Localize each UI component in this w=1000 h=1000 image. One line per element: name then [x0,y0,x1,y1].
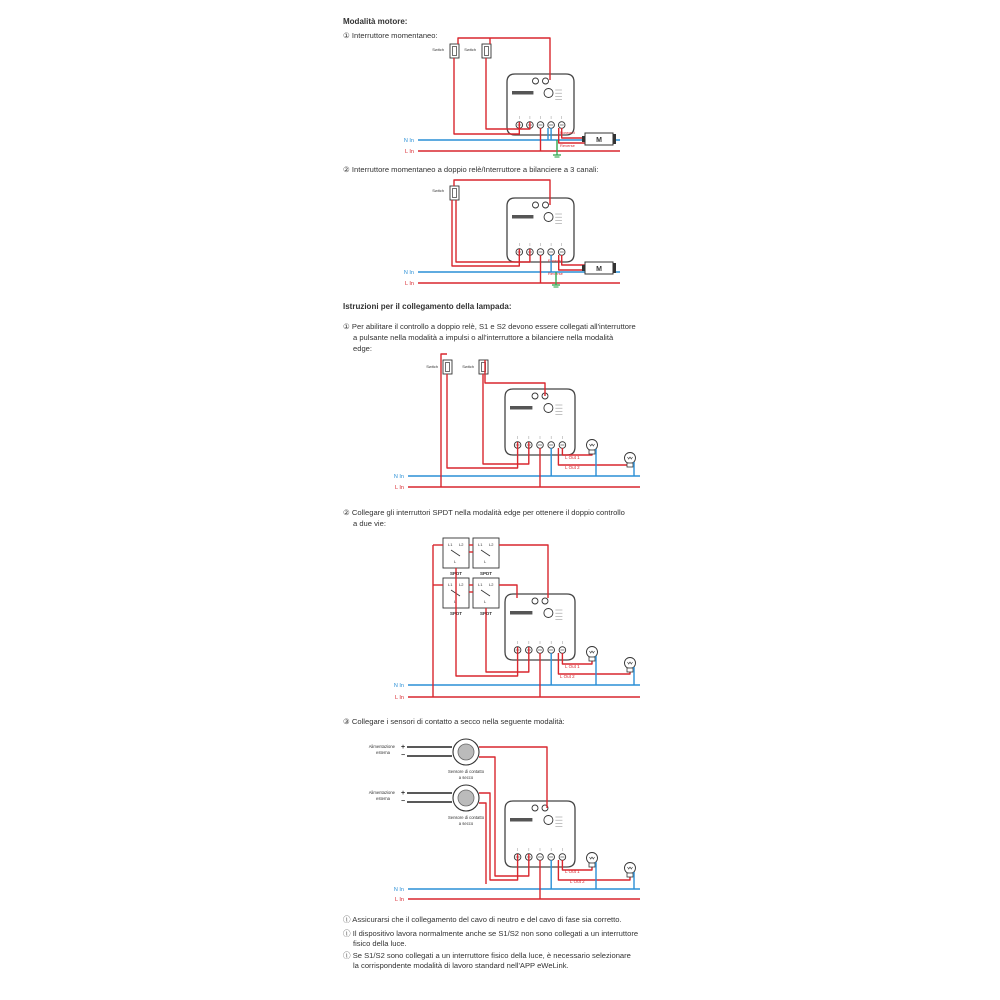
info-icon: ⓘ [343,929,353,938]
pair-button-icon [544,213,553,222]
bulb-base [589,863,595,867]
motor-item-1-title: ① Interruttore momentaneo: [343,31,438,40]
spdt-l1-label: L1 [448,542,453,547]
info-icon: ⓘ [343,915,353,924]
note-2-text: Il dispositivo lavora normalmente anche se S1/S2 non sono collegati a un interruttore [352,929,639,938]
bulb-base [589,657,595,661]
switch-label: Switch [432,188,444,193]
brand-logo [510,406,532,410]
brand-logo [510,611,532,615]
brand-logo [510,818,532,822]
ext-power-label: Alimentazione [368,744,395,749]
bulb-base [589,450,595,454]
lamp-heading: Istruzioni per il collegamento della lampada: [343,302,512,311]
bulb-glass [625,453,636,464]
lamp-item-3-title: ③ Collegare i sensori di contatto a secco nella seguente modalità: [343,717,565,726]
motor-label: M [596,266,602,273]
smart-switch-module [507,74,574,135]
sensor-label: Sensore di contatto [447,815,485,820]
switch-rocker [485,47,489,56]
n-in-label: N In [403,270,414,276]
lamp-item-1-line-2: a pulsante nella modalità a impulsi o all'interruttore a bilanciere nella modalità [353,333,614,342]
smart-switch-module [505,801,575,867]
sensor-label: a secco [458,821,474,826]
lamp-item-2-line-2: a due vie: [353,519,386,528]
motor-cap [613,263,616,273]
smart-switch-module [507,198,574,262]
forward-label: Forward [548,258,563,263]
motor-label: M [596,137,602,144]
motor-shaft [582,265,585,271]
spdt-common-wire [499,545,548,598]
switch-icon [450,44,459,58]
note-2-line-2: fisico della luce. [353,939,407,948]
terminal-screw [543,202,549,208]
sensor-common-wire [479,747,547,808]
pair-button-icon [544,89,553,98]
lamp-item-1-line-1: ① Per abilitare il controllo a doppio relè, S1 e S2 devono essere collegati all'interruttore [343,322,636,331]
switch-rocker [446,363,450,372]
bulb-glass [625,658,636,669]
bulb-glass [625,863,636,874]
bulb-glass [587,647,598,658]
n-in-label: N In [393,887,404,893]
terminal-screw [542,598,548,604]
spdt-label: SPDT [479,571,493,576]
n-in-label: N In [393,474,404,480]
switch-icon [443,360,452,374]
minus-label: − [400,752,406,759]
reverse-label: Reverse [548,271,563,276]
l-in-label: L In [405,149,414,155]
forward-label: Forward [560,130,575,135]
bulb-base [627,463,633,467]
motor-shaft [582,136,585,142]
motor-cap [613,134,616,144]
l-out2-label: L Out 2 [565,465,580,470]
switch-icon [479,360,488,374]
spdt-l-label: L [454,559,457,564]
spdt-l2-label: L2 [459,582,464,587]
l-out2-label: L Out 2 [570,879,585,884]
l-in-label: L In [395,485,404,491]
ext-power-label: esterna [376,750,390,755]
spdt-l1-label: L1 [478,542,483,547]
switch-label: Switch [462,364,474,369]
smart-switch-module [505,594,575,660]
minus-label: − [400,798,406,805]
bulb-glass [587,853,598,864]
motor-mode-heading: Modalità motore: [343,17,408,26]
note-1-text: Assicurarsi che il collegamento del cavo di neutro e del cavo di fase sia corretto. [352,915,622,924]
switch-rocker [453,47,457,56]
terminal-screw [543,78,549,84]
brand-logo [512,91,533,95]
l-out1-label: L Out 1 [565,869,580,874]
terminal-screw [532,393,538,399]
terminal-screw [533,78,539,84]
switch-label: Switch [432,47,444,52]
ground-icon [552,281,560,287]
l-in-label: L In [395,897,404,903]
sensor-core [458,790,474,806]
spdt-l2-label: L2 [489,542,494,547]
spdt-label: SPDT [449,611,463,616]
spdt-l1-label: L1 [478,582,483,587]
spdt-label: SPDT [449,571,463,576]
pair-button-icon [544,609,553,618]
note-3-text: Se S1/S2 sono collegati a un interruttore fisico della luce, è necessario selezionare [352,951,631,960]
switch-label: Switch [426,364,438,369]
reverse-label: Reverse [560,143,575,148]
info-icon: ⓘ [343,951,353,960]
switch-icon [482,44,491,58]
ground-icon [553,151,561,157]
spdt-l-label: L [454,599,457,604]
spdt-l2-label: L2 [459,542,464,547]
bulb-glass [587,440,598,451]
l-in-label: L In [395,695,404,701]
bulb-base [627,668,633,672]
terminal-screw [532,598,538,604]
l-out1-label: L Out 1 [565,664,580,669]
ext-power-label: Alimentazione [368,790,395,795]
l-out2-label: L Out 2 [560,674,575,679]
l-out1-label: L Out 1 [565,455,580,460]
pair-button-icon [544,816,553,825]
brand-logo [512,215,533,219]
terminal-screw [533,202,539,208]
pair-button-icon [544,404,553,413]
bulb-base [627,873,633,877]
spdt-l-label: L [484,599,487,604]
sensor-core [458,744,474,760]
sensor-label: a secco [458,775,474,780]
switch-label: Switch [464,47,476,52]
switch-icon [450,186,459,200]
smart-switch-module [505,389,575,455]
spdt-l2-label: L2 [489,582,494,587]
lamp-item-1-line-3: edge: [353,344,373,353]
l-in-label: L In [405,281,414,287]
terminal-screw [532,805,538,811]
spdt-l1-label: L1 [448,582,453,587]
plus-label: + [400,790,406,797]
n-in-label: N In [393,683,404,689]
n-in-label: N In [403,138,414,144]
motor-item-2-title: ② Interruttore momentaneo a doppio relè/Interruttore a bilanciere a 3 canali: [343,165,599,174]
spdt-label: SPDT [479,611,493,616]
spdt-l-label: L [484,559,487,564]
lamp-item-2-line-1: ② Collegare gli interruttori SPDT nella modalità edge per ottenere il doppio controllo [343,508,625,517]
switch-rocker [453,189,457,198]
ext-power-label: esterna [376,796,390,801]
note-3-line-2: la corrispondente modalità di lavoro standard nell'APP eWeLink. [353,961,569,970]
sensor-label: Sensore di contatto [447,769,485,774]
plus-label: + [400,744,406,751]
switch-common-wire [441,354,447,360]
